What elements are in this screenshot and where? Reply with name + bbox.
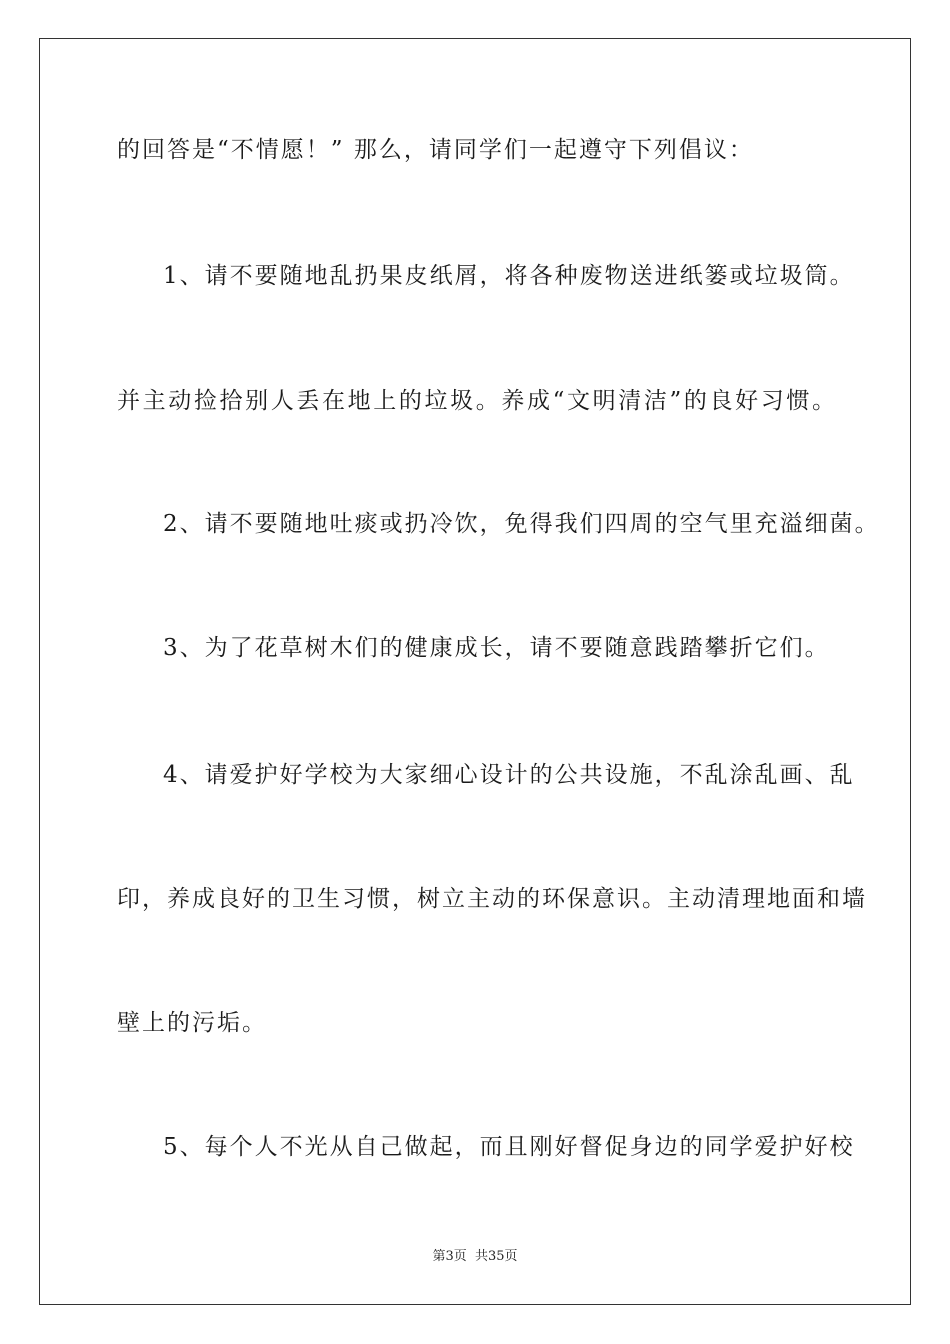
text-line-2: 1、请不要随地乱扔果皮纸屑，将各种废物送进纸篓或垃圾筒。 bbox=[163, 263, 855, 289]
text-line-5: 3、为了花草树木们的健康成长，请不要随意践踏攀折它们。 bbox=[163, 635, 830, 661]
page-border bbox=[39, 38, 911, 1305]
text-line-1: 的回答是“不情愿！” 那么，请同学们一起遵守下列倡议： bbox=[117, 137, 754, 163]
text-line-4: 2、请不要随地吐痰或扔冷饮，免得我们四周的空气里充溢细菌。 bbox=[163, 511, 880, 537]
text-line-8: 壁上的污垢。 bbox=[117, 1010, 267, 1036]
text-line-3: 并主动捡拾别人丢在地上的垃圾。养成“文明清洁”的良好习惯。 bbox=[117, 388, 837, 414]
text-line-6: 4、请爱护好学校为大家细心设计的公共设施，不乱涂乱画、乱 bbox=[163, 762, 855, 788]
text-line-7: 印，养成良好的卫生习惯，树立主动的环保意识。主动清理地面和墙 bbox=[117, 886, 867, 912]
page-number: 第3页 共35页 bbox=[432, 1249, 518, 1264]
text-line-9: 5、每个人不光从自己做起，而且刚好督促身边的同学爱护好校 bbox=[163, 1134, 855, 1160]
